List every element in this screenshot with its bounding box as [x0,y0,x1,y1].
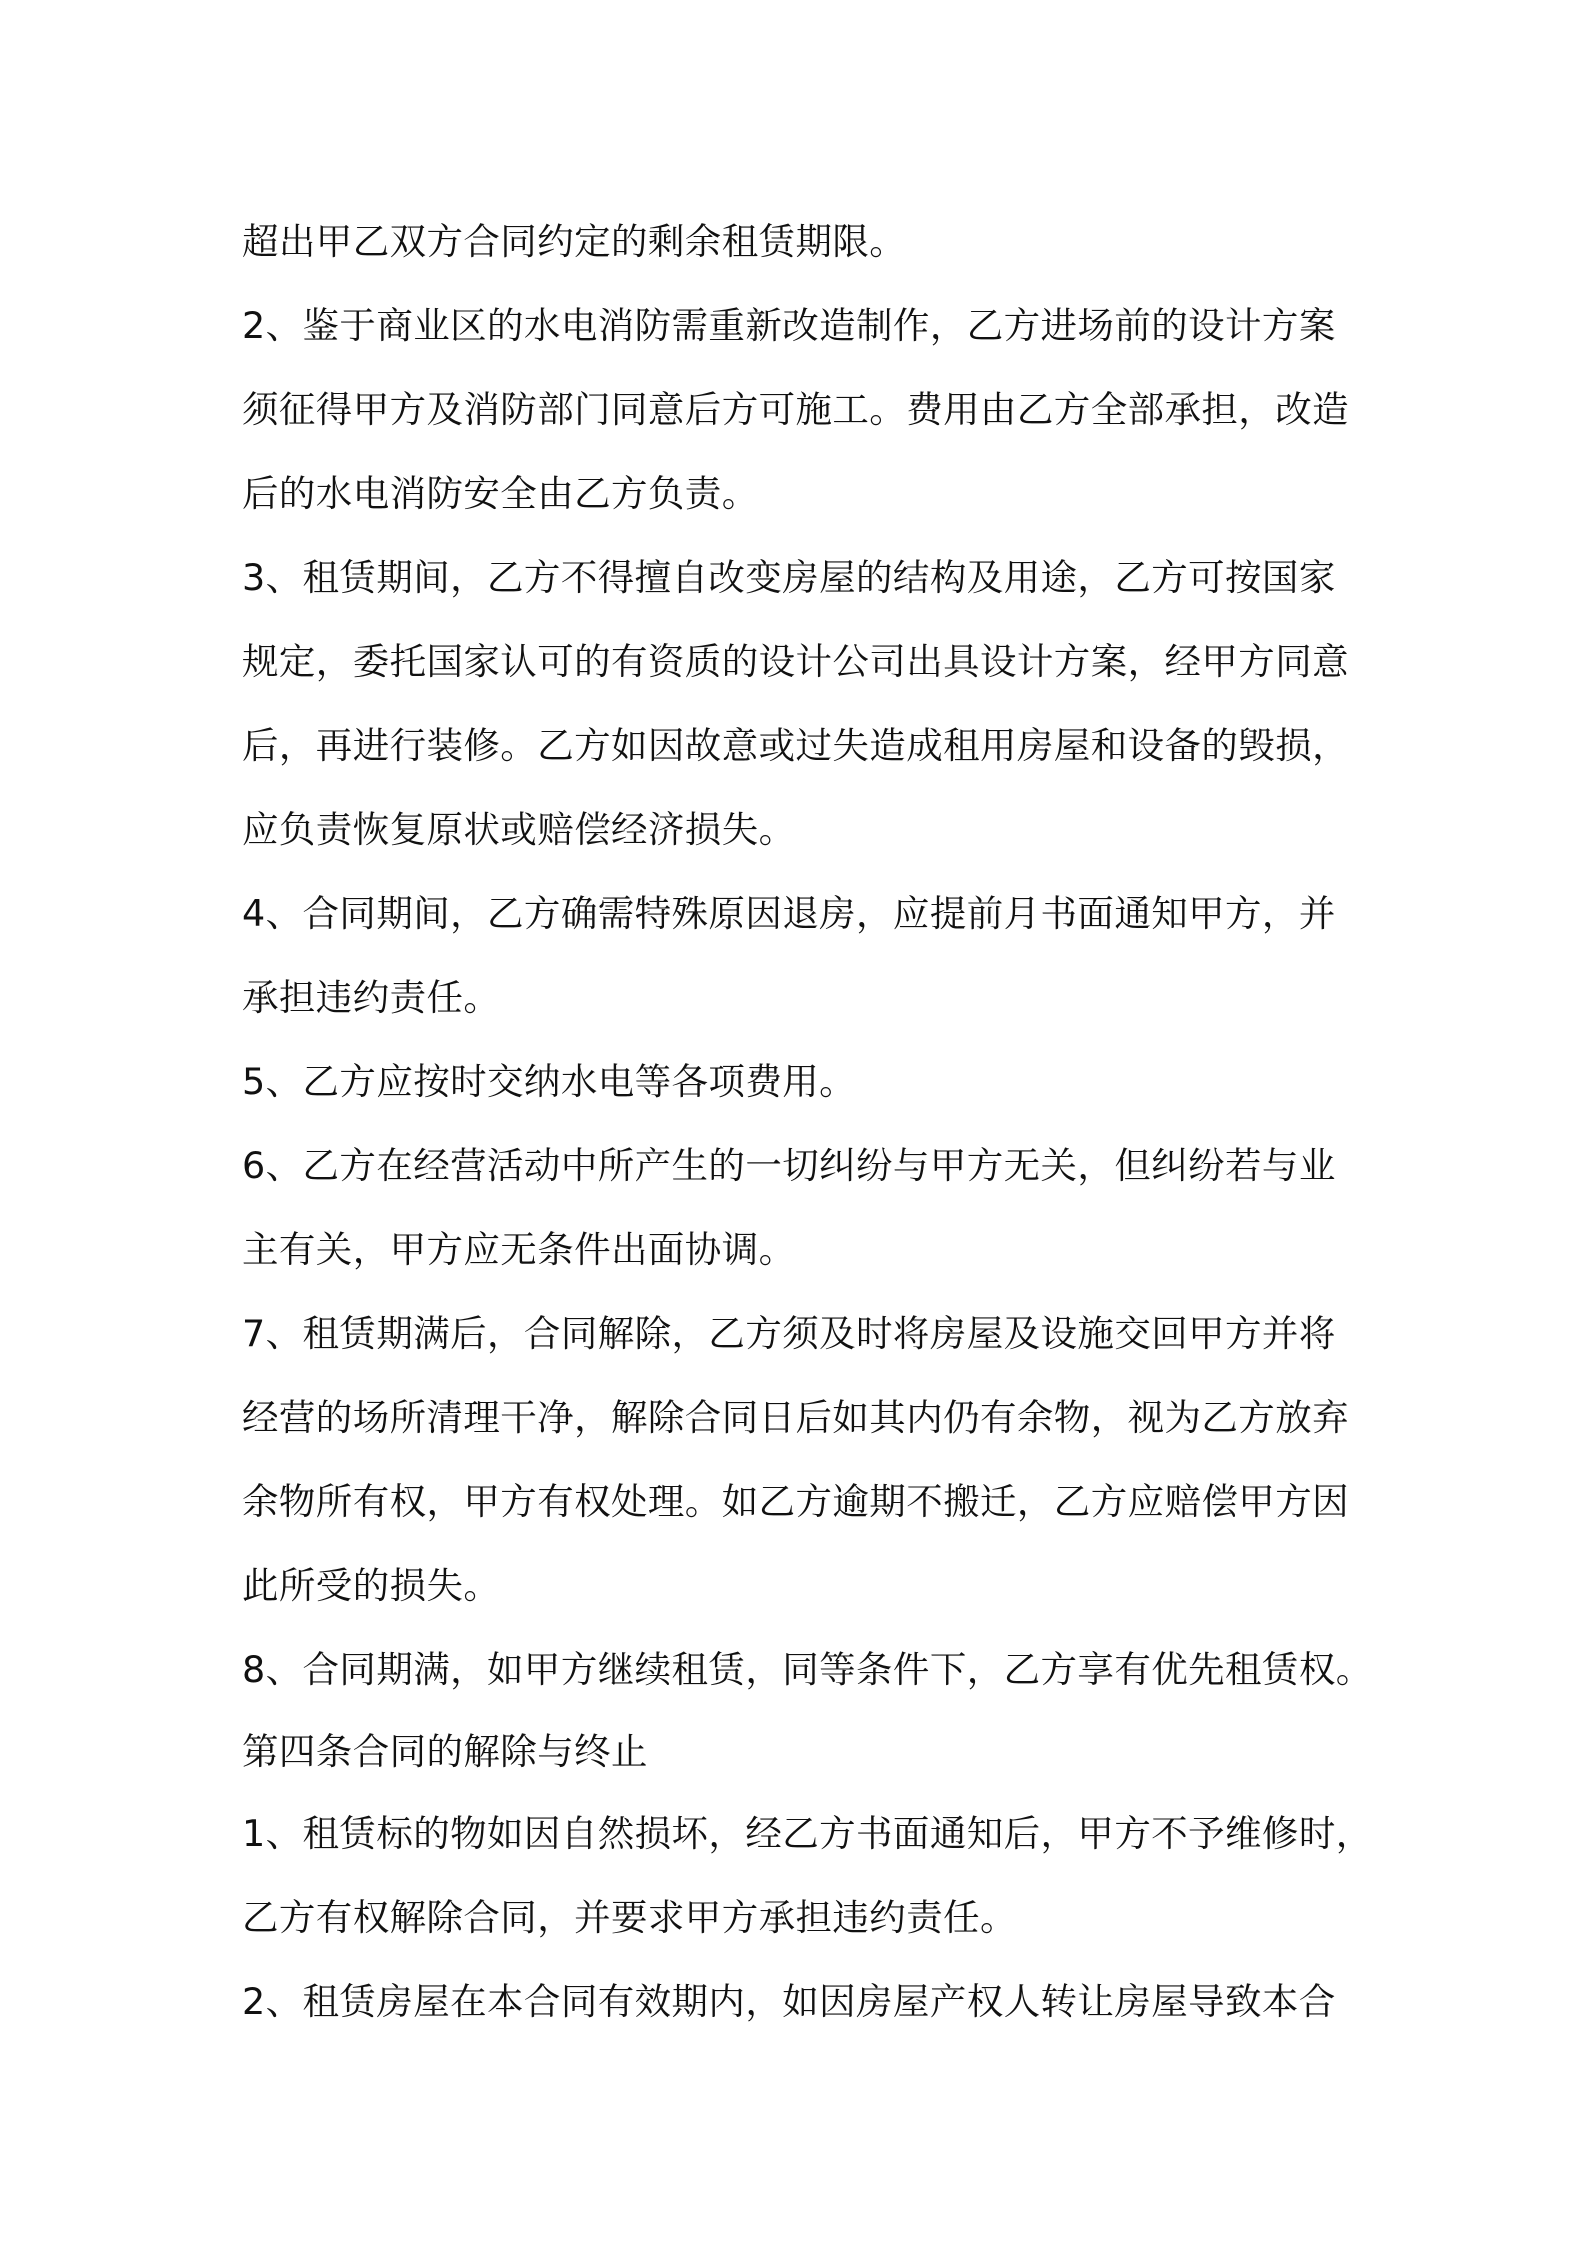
text-line: 主有关，甲方应无条件出面协调。 [242,1228,796,1271]
text-line: 7、租赁期满后，合同解除，乙方须及时将房屋及设施交回甲方并将 [242,1312,1336,1355]
text-line: 5、乙方应按时交纳水电等各项费用。 [242,1060,857,1103]
text-line: 2、鉴于商业区的水电消防需重新改造制作，乙方进场前的设计方案 [242,304,1336,347]
text-line: 超出甲乙双方合同约定的剩余租赁期限。 [242,220,907,263]
text-line: 经营的场所清理干净，解除合同日后如其内仍有余物，视为乙方放弃 [242,1396,1349,1439]
contract-body-text [242,200,1382,2044]
text-line: 余物所有权，甲方有权处理。如乙方逾期不搬迁，乙方应赔偿甲方因 [242,1480,1349,1523]
text-line: 3、租赁期间，乙方不得擅自改变房屋的结构及用途，乙方可按国家 [242,556,1336,599]
text-line: 须征得甲方及消防部门同意后方可施工。费用由乙方全部承担，改造 [242,388,1349,431]
text-line: 6、乙方在经营活动中所产生的一切纠纷与甲方无关，但纠纷若与业 [242,1144,1336,1187]
text-line: 承担违约责任。 [242,976,501,1019]
text-line: 2、租赁房屋在本合同有效期内，如因房屋产权人转让房屋导致本合 [242,1980,1336,2023]
text-line: 后，再进行装修。乙方如因故意或过失造成租用房屋和设备的毁损， [242,724,1349,767]
text-line: 4、合同期间，乙方确需特殊原因退房，应提前月书面通知甲方，并 [242,892,1336,935]
text-line: 后的水电消防安全由乙方负责。 [242,472,759,515]
text-line: 8、合同期满，如甲方继续租赁，同等条件下，乙方享有优先租赁权。 [242,1648,1373,1691]
text-line: 此所受的损失。 [242,1564,501,1607]
section-heading: 第四条合同的解除与终止 [242,1730,648,1773]
text-line: 乙方有权解除合同，并要求甲方承担违约责任。 [242,1896,1017,1939]
text-line: 规定，委托国家认可的有资质的设计公司出具设计方案，经甲方同意 [242,640,1349,683]
text-line: 应负责恢复原状或赔偿经济损失。 [242,808,796,851]
text-line: 1、租赁标的物如因自然损坏，经乙方书面通知后，甲方不予维修时， [242,1812,1373,1855]
